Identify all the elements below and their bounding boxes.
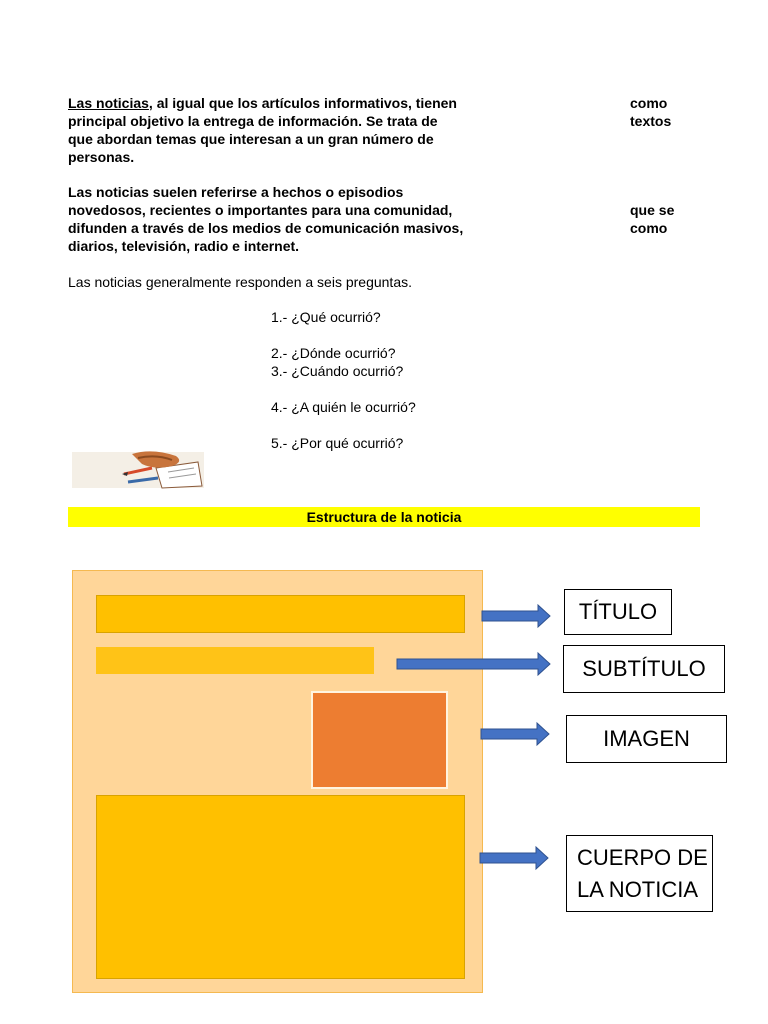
label-subtitulo: SUBTÍTULO xyxy=(563,645,725,693)
structure-banner: Estructura de la noticia xyxy=(68,507,700,527)
question-item: 1.- ¿Qué ocurrió? xyxy=(271,309,381,325)
term-noticias: Las noticias xyxy=(68,95,149,111)
label-cuerpo-line: LA NOTICIA xyxy=(577,877,699,902)
right-word: como xyxy=(630,95,668,111)
arrow-right-icon xyxy=(480,847,548,869)
arrow-right-icon xyxy=(481,723,549,745)
label-cuerpo-line: CUERPO DE xyxy=(577,845,708,870)
paragraph-1-line: personas. xyxy=(68,149,135,165)
paragraph-1-line: principal objetivo la entrega de información. Se trata de xyxy=(68,113,438,129)
question-item: 2.- ¿Dónde ocurrió? xyxy=(271,345,396,361)
label-imagen: IMAGEN xyxy=(566,715,727,763)
label-cuerpo xyxy=(566,835,713,912)
paragraph-2-line: difunden a través de los medios de comunicación masivos, xyxy=(68,220,464,236)
arrow-right-icon xyxy=(482,605,550,627)
paragraph-2-line: diarios, televisión, radio e internet. xyxy=(68,238,300,254)
right-word: que se xyxy=(630,202,675,218)
label-titulo: TÍTULO xyxy=(564,589,672,635)
question-item: 5.- ¿Por qué ocurrió? xyxy=(271,435,404,451)
paragraph-1-line: que abordan temas que interesan a un gran número de xyxy=(68,131,434,147)
paragraph-2-line: novedosos, recientes o importantes para una comunidad, xyxy=(68,202,453,218)
right-word: como xyxy=(630,220,668,236)
paragraph-1-line: Las noticias, al igual que los artículos informativos, tienen xyxy=(68,95,457,111)
question-item: 4.- ¿A quién le ocurrió? xyxy=(271,399,416,415)
question-item: 3.- ¿Cuándo ocurrió? xyxy=(271,363,404,379)
arrow-right-icon xyxy=(397,653,550,675)
paragraph-2-line: Las noticias suelen referirse a hechos o episodios xyxy=(68,184,404,200)
right-word: textos xyxy=(630,113,672,129)
paragraph-3: Las noticias generalmente responden a seis preguntas. xyxy=(68,274,412,290)
